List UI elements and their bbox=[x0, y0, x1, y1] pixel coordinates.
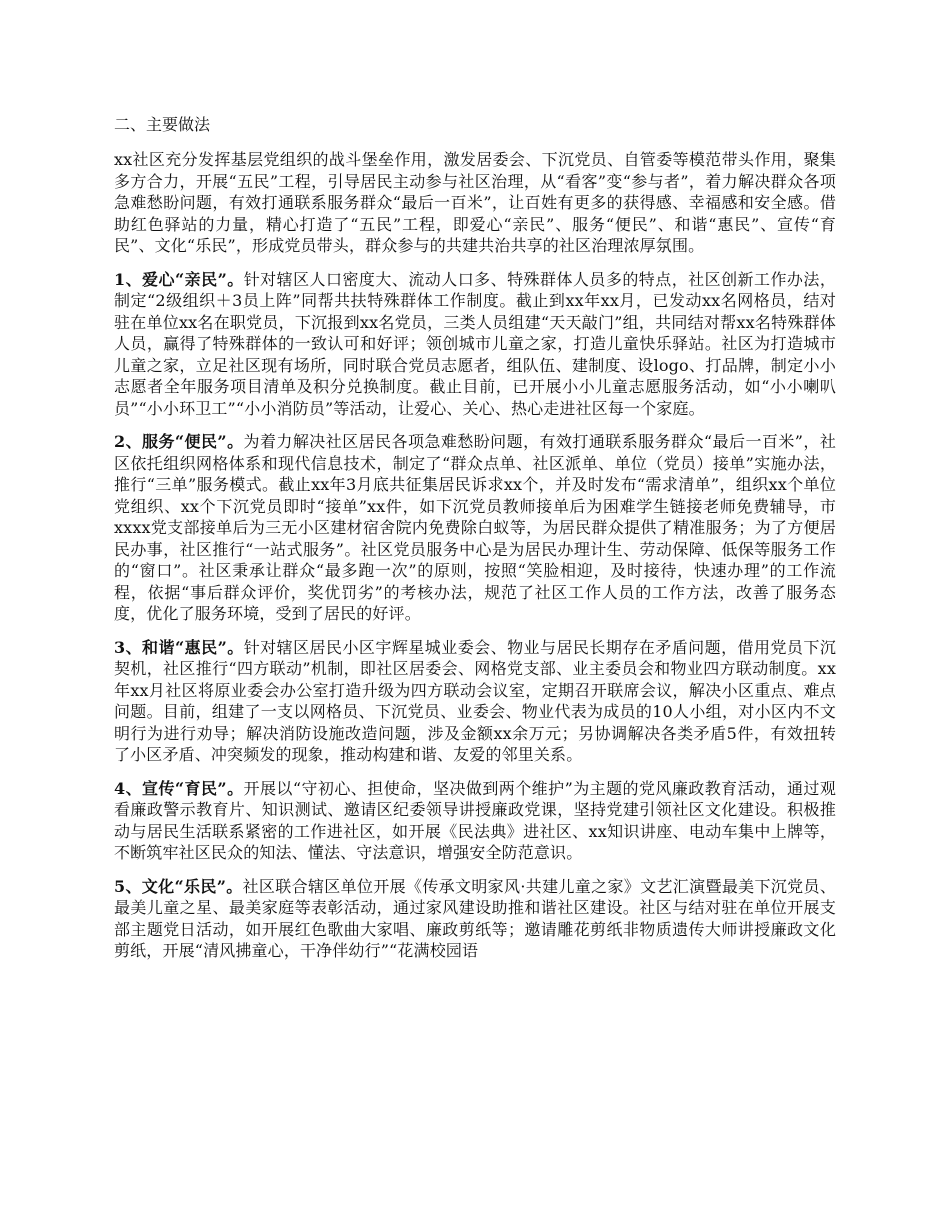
item-lead: 1、爱心“亲民”。 bbox=[114, 269, 244, 289]
item-paragraph-5 bbox=[114, 876, 836, 962]
item-text: 社区联合辖区单位开展《传承文明家风·共建儿童之家》文艺汇演暨最美下沉党员、最美儿童之星、最美家庭等表彰活动，通过家风建设助推和谐社区建设。社区与结对驻在单位开展支部主题党日活动，如开展红色歌曲大家唱、廉政剪纸等；邀请雕花剪纸非物质遗传大师讲授廉政文化剪纸，开展“清风拂童心，干净伴幼行”“花满校园语 bbox=[114, 876, 837, 960]
item-paragraph-3 bbox=[114, 637, 836, 766]
item-paragraph-4 bbox=[114, 778, 836, 864]
item-lead: 3、和谐“惠民”。 bbox=[114, 637, 244, 657]
item-paragraph-2 bbox=[114, 431, 836, 625]
item-lead: 5、文化“乐民”。 bbox=[114, 876, 243, 896]
section-heading: 二、主要做法 bbox=[114, 115, 211, 134]
item-text: 针对辖区人口密度大、流动人口多、特殊群体人员多的特点，社区创新工作办法，制定“2级组织＋3员上阵”同帮共扶特殊群体工作制度。截止到xx年xx月，已发动xx名网格员，结对驻在单位xx名在职党员，下沉报到xx名党员，三类人员组建“天天敲门”组，共同结对帮xx名特殊群体人员，赢得了特殊群体的一致认可和好评；领创城市儿童之家，打造儿童快乐驿站。社区为打造城市儿童之家，立足社区现有场所，同时联合党员志愿者，组队伍、建制度、设logo、打品牌，制定小小志愿者全年服务项目清单及积分兑换制度。截止目前，已开展小小儿童志愿服务活动，如“小小喇叭员”“小小环卫工”“小小消防员”等活动，让爱心、关心、热心走进社区每一个家庭。 bbox=[114, 269, 837, 418]
item-text: 开展以“守初心、担使命，坚决做到两个维护”为主题的党风廉政教育活动，通过观看廉政警示教育片、知识测试、邀请区纪委领导讲授廉政党课，坚持党建引领社区文化建设。积极推动与居民生活联系紧密的工作进社区，如开展《民法典》进社区、xx知识讲座、电动车集中上牌等，不断筑牢社区民众的知法、懂法、守法意识，增强安全防范意识。 bbox=[114, 778, 836, 862]
intro-paragraph: xx社区充分发挥基层党组织的战斗堡垒作用，激发居委会、下沉党员、自管委等模范带头作用，聚集多方合力，开展“五民”工程，引导居民主动参与社区治理，从“看客”变“参与者”，着力解决群众各项急难愁盼问题，有效打通联系服务群众“最后一百米”，让百姓有更多的获得感、幸福感和安全感。借助红色驿站的力量，精心打造了“五民”工程，即爱心“亲民”、服务“便民”、和谐“惠民”、宣传“育民”、文化“乐民”，形成党员带头，群众参与的共建共治共享的社区治理浓厚氛围。 bbox=[114, 150, 836, 255]
item-text: 为着力解决社区居民各项急难愁盼问题，有效打通联系服务群众“最后一百米”，社区依托组织网格体系和现代信息技术，制定了“群众点单、社区派单、单位（党员）接单”实施办法，推行“三单”服务模式。截止xx年3月底共征集居民诉求xx个，并及时发布“需求清单”，组织xx个单位党组织、xx个下沉党员即时“接单”xx件，如下沉党员教师接单后为困难学生链接老师免费辅导，市xxxx党支部接单后为三无小区建材宿舍院内免费除白蚁等，为居民群众提供了精准服务；为了方便居民办事，社区推行“一站式服务”。社区党员服务中心是为居民办理计生、劳动保障、低保等服务工作的“窗口”。社区秉承让群众“最多跑一次”的原则，按照“笑脸相迎，及时接待，快速办理”的工作流程，依据“事后群众评价，奖优罚劣”的考核办法，规范了社区工作人员的工作方法，改善了服务态度，优化了服务环境，受到了居民的好评。 bbox=[114, 432, 836, 623]
document-page bbox=[114, 114, 836, 974]
item-paragraph-1 bbox=[114, 269, 836, 420]
item-text: 针对辖区居民小区宇辉星城业委会、物业与居民长期存在矛盾问题，借用党员下沉契机，社区推行“四方联动”机制，即社区居委会、网格党支部、业主委员会和物业四方联动制度。xx年xx月社区将原业委会办公室打造升级为四方联动会议室，定期召开联席会议，解决小区重点、难点问题。目前，组建了一支以网格员、下沉党员、业委会、物业代表为成员的10人小组，对小区内不文明行为进行劝导；解决消防设施改造问题，涉及金额xx余万元；另协调解决各类矛盾5件，有效扭转了小区矛盾、冲突频发的现象，推动构建和谐、友爱的邻里关系。 bbox=[114, 637, 837, 764]
item-lead: 4、宣传“育民”。 bbox=[114, 778, 244, 798]
item-lead: 2、服务“便民”。 bbox=[114, 432, 244, 451]
